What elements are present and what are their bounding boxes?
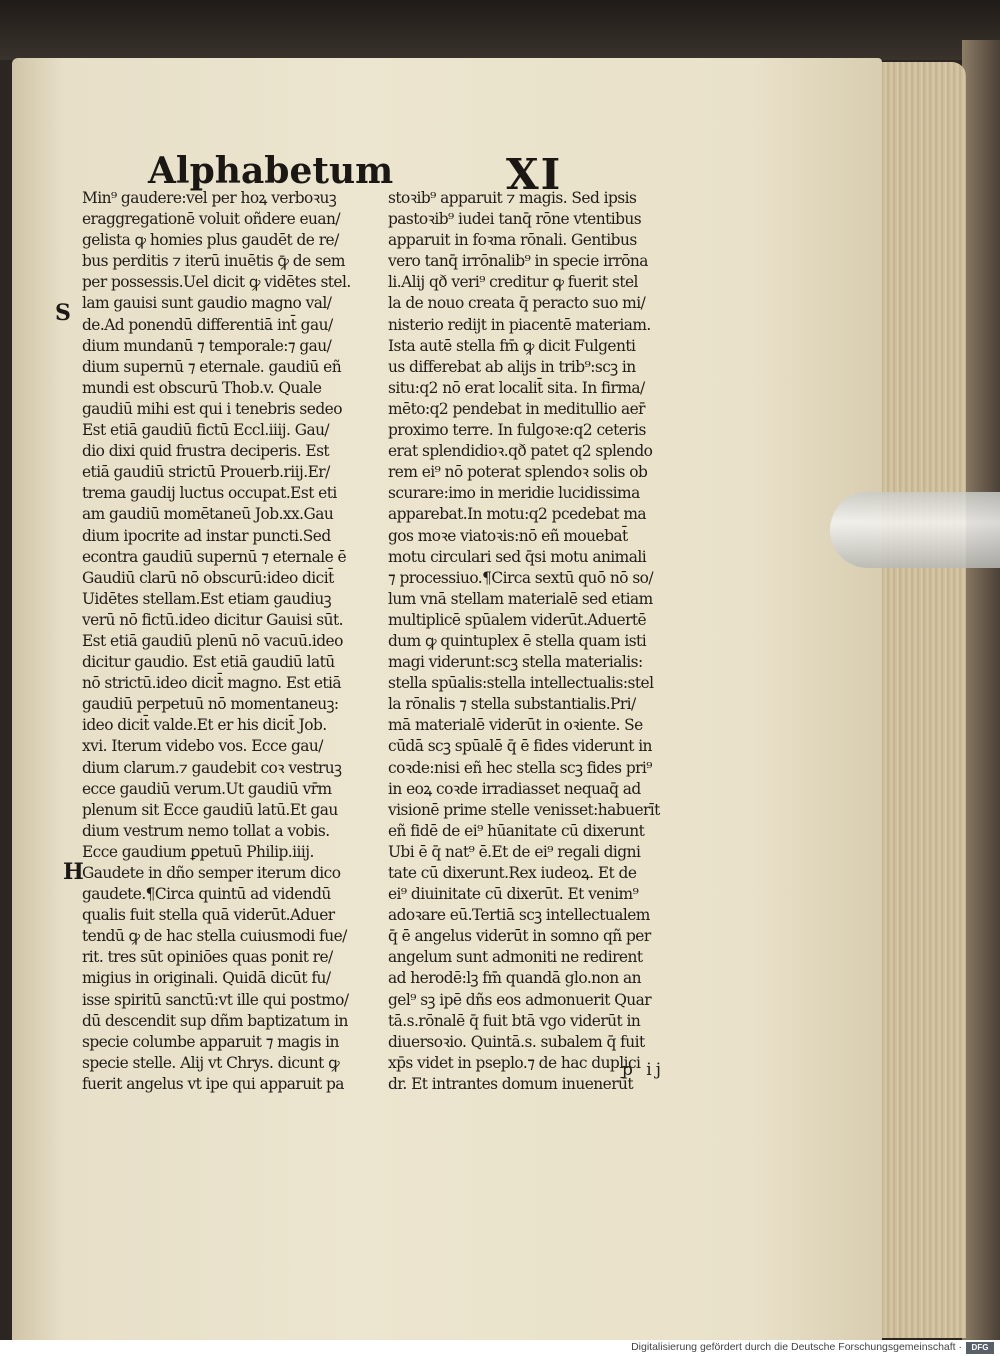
text-line: gaudete.¶Circa quintū ad videndū <box>82 885 331 904</box>
text-line: lum vnā stellam materialē sed etiam <box>388 589 653 608</box>
text-line: stella spūalis:stella intellectualis:stel <box>388 674 654 693</box>
text-line: multiplicē spūalem viderūt.Aduertē <box>388 610 647 629</box>
text-line: fuerit angelus vt ipe qui apparuit pa <box>82 1074 344 1093</box>
text-line: eñ fidē de ei⁹ hūanitate cū dixerunt <box>388 821 645 840</box>
text-line: specie columbe apparuit ⁊ magis in <box>82 1032 339 1051</box>
text-line: per possessis.Uel dicit ꝙ vidētes stel. <box>82 273 351 292</box>
text-line: nō strictū.ideo dicit̄ magno. Est etiā <box>82 674 342 693</box>
text-line: Est etiā gaudiū plenū nō vacuū.ideo <box>82 631 343 650</box>
text-line: vero tanq̄ irrōnalib⁹ in specie irrōna <box>388 252 648 271</box>
text-line: de.Ad ponendū differentiā int̄ gau/ <box>82 315 333 334</box>
text-line: ad herodē:lꝫ fm̄ quandā glo.non an <box>388 969 641 988</box>
text-line: tate cū dixerunt.Rex iudeoꝝ. Et de <box>388 864 637 882</box>
text-line: Ecce gaudium ꝑpetuū Philip.iiij. <box>82 842 314 861</box>
text-line: dio dixi quid frustra deciperis. Est <box>82 442 330 461</box>
signature-mark: p ij <box>622 1060 665 1080</box>
text-line: trema gaudij luctus occupat.Est eti <box>82 484 337 503</box>
text-line: migius in originali. Quidā dicūt fu/ <box>82 969 331 988</box>
text-line: dū descendit sup dñm baptizatum in <box>82 1011 348 1030</box>
text-line: dr. Et intrantes domum inuenerūt <box>388 1074 634 1093</box>
text-line: ideo dicit̄ valde.Et er his dicit̄ Job. <box>82 716 327 735</box>
text-line: xp̄s videt in pseplo.⁊ de hac duplici <box>388 1053 641 1072</box>
text-line: am gaudiū momētaneū Job.xx.Gau <box>82 505 334 524</box>
text-column-left <box>82 188 378 1095</box>
text-line: Uidētes stellam.Est etiam gaudiuꝫ <box>82 589 332 608</box>
text-line: gelista ꝙ homies plus gaudēt de re/ <box>82 231 339 250</box>
text-line: ei⁹ diuinitate cū dixerūt. Et venim⁹ <box>388 885 639 904</box>
text-line: q̄ ē angelus viderūt in somno qñ per <box>388 927 651 946</box>
text-line: Gaudete in dño semper iterum dico <box>82 864 341 882</box>
text-line: dium ipocrite ad instar puncti.Sed <box>82 526 331 545</box>
text-line: dicitur gaudio. Est etiā gaudiū latū <box>82 653 335 672</box>
text-line: gel⁹ sꝫ ipē dñs eos admonuerit Quar <box>388 990 652 1009</box>
text-line: gos moꝛe viatoꝛis:nō eñ mouebat̄ <box>388 526 628 545</box>
text-column-right <box>388 188 684 1095</box>
text-line: mēto:q2 pendebat in meditullio aer̄ <box>388 399 645 418</box>
text-line: rit. tres sūt opiniōes quas ponit re/ <box>82 948 333 967</box>
text-line: Ista autē stella fm̄ ꝙ dicit Fulgenti <box>388 336 636 355</box>
text-line: motu circulari sed q̄si motu animali <box>388 547 647 566</box>
text-line: tendū ꝙ de hac stella cuiusmodi fue/ <box>82 927 347 946</box>
text-line: isse spiritū sanctū:vt ille qui postmo/ <box>82 990 349 1009</box>
text-line: magi viderunt:scꝫ stella materialis: <box>388 653 643 672</box>
text-line: la rōnalis ⁊ stella substantialis.Pri/ <box>388 695 636 714</box>
text-line: dum ꝙ quintuplex ē stella quam isti <box>388 631 647 650</box>
initial-letter-h: H <box>63 859 84 885</box>
text-line: dium vestrum nemo tollat a vobis. <box>82 821 330 840</box>
page-clip <box>830 492 1000 568</box>
text-line: coꝛde:nisi eñ hec stella scꝫ fides pri⁹ <box>388 758 652 777</box>
text-line: econtra gaudiū supernū ⁊ eternale ē <box>82 547 347 566</box>
text-line: Gaudiū clarū nō obscurū:ideo dicit̄ <box>82 568 334 587</box>
text-line: adoꝛare eū.Tertiā scꝫ intellectualem <box>388 906 650 925</box>
text-line: us differebat ab alijs in trib⁹:scꝫ in <box>388 357 636 376</box>
text-line: angelum sunt admoniti ne redirent <box>388 948 643 967</box>
text-line: nisterio redijt in piacentē materiam. <box>388 315 651 334</box>
text-line: proximo terre. In fulgoꝛe:q2 ceteris <box>388 421 646 440</box>
text-line: specie stelle. Alij vt Chrys. dicunt ꝙ <box>82 1053 340 1072</box>
text-line: erat splendidioꝛ.qð patet q2 splendo <box>388 442 653 461</box>
footer-bar <box>0 1340 1000 1356</box>
text-line: Est etiā gaudiū fictū Eccl.iiij. Gau/ <box>82 421 330 440</box>
text-line: etiā gaudiū strictū Prouerb.riij.Er/ <box>82 463 330 482</box>
text-line: verū nō fictū.ideo dicitur Gauisi sūt. <box>82 610 343 629</box>
text-line: apparebat.In motu:q2 pcedebat ma <box>388 505 647 524</box>
text-line: dium mundanū ⁊ temporale:⁊ gau/ <box>82 336 332 355</box>
text-line: dium clarum.⁊ gaudebit coꝛ vestruꝫ <box>82 758 342 777</box>
book-cover-top <box>0 0 1000 60</box>
text-line: mundi est obscurū Thob.v. Quale <box>82 378 322 397</box>
text-line: scurare:imo in meridie lucidissima <box>388 484 640 503</box>
footer-credit: Digitalisierung gefördert durch die Deutsche Forschungsgemeinschaft · <box>631 1341 962 1353</box>
text-line: cūdā scꝫ spūalē q̄ ē fides viderunt in <box>388 737 652 756</box>
text-line: ⁊ processiuo.¶Circa sextū quō nō so/ <box>388 568 654 587</box>
running-header-left: Alphabetum <box>148 150 394 192</box>
text-line: plenum sit Ecce gaudiū latū.Et gau <box>82 800 338 819</box>
text-line: visionē prime stelle venisset:habuerīt <box>388 800 660 819</box>
text-line: stoꝛib⁹ apparuit ⁊ magis. Sed ipsis <box>388 189 637 207</box>
text-line: bus perditis ⁊ iterū inuētis ꝙ̄ de sem <box>82 252 345 271</box>
text-line: gaudiū mihi est qui i tenebris sedeo <box>82 399 342 418</box>
text-line: situ:q2 nō erat localit̄ sita. In firma/ <box>388 378 645 397</box>
book-cover-edge <box>962 40 1000 1340</box>
running-header-right: XI <box>506 150 563 199</box>
text-line: pastoꝛib⁹ iudei tanq̄ rōne vtentibus <box>388 210 642 229</box>
text-line: Min⁹ gaudere:vel per hoꝝ verboꝛuꝫ <box>82 189 337 207</box>
text-line: qualis fuit stella quā viderūt.Aduer <box>82 906 335 925</box>
text-line: gaudiū perpetuū nō momentaneuꝫ: <box>82 695 339 714</box>
initial-letter-s: S <box>55 300 71 326</box>
text-line: dium supernū ⁊ eternale. gaudiū eñ <box>82 357 342 376</box>
text-line: xvi. Iterum videbo vos. Ecce gau/ <box>82 737 323 756</box>
text-line: diuersoꝛio. Quintā.s. subalem q̄ fuit <box>388 1032 645 1051</box>
text-line: Ubi ē q̄ nat⁹ ē.Et de ei⁹ regali digni <box>388 842 641 861</box>
text-line: la de nouo creata q̄ peracto suo mi/ <box>388 294 646 313</box>
text-line: mā materialē viderūt in oꝛiente. Se <box>388 716 643 735</box>
text-line: rem ei⁹ nō poterat splendoꝛ solis ob <box>388 463 648 482</box>
dfg-logo: DFG <box>966 1342 994 1354</box>
text-line: tā.s.rōnalē q̄ fuit btā vgo viderūt in <box>388 1011 641 1030</box>
text-line: in eoꝝ coꝛde irradiasset nequaq̄ ad <box>388 779 641 798</box>
text-line: apparuit in foꝛma rōnali. Gentibus <box>388 231 637 250</box>
text-line: ecce gaudiū verum.Ut gaudiū vr̄m <box>82 779 332 798</box>
text-line: eraggregationē voluit oñdere euan/ <box>82 210 341 229</box>
text-line: lam gauisi sunt gaudio magno val/ <box>82 294 332 313</box>
text-line: li.Alij qð veri⁹ creditur ꝙ fuerit stel <box>388 273 638 292</box>
